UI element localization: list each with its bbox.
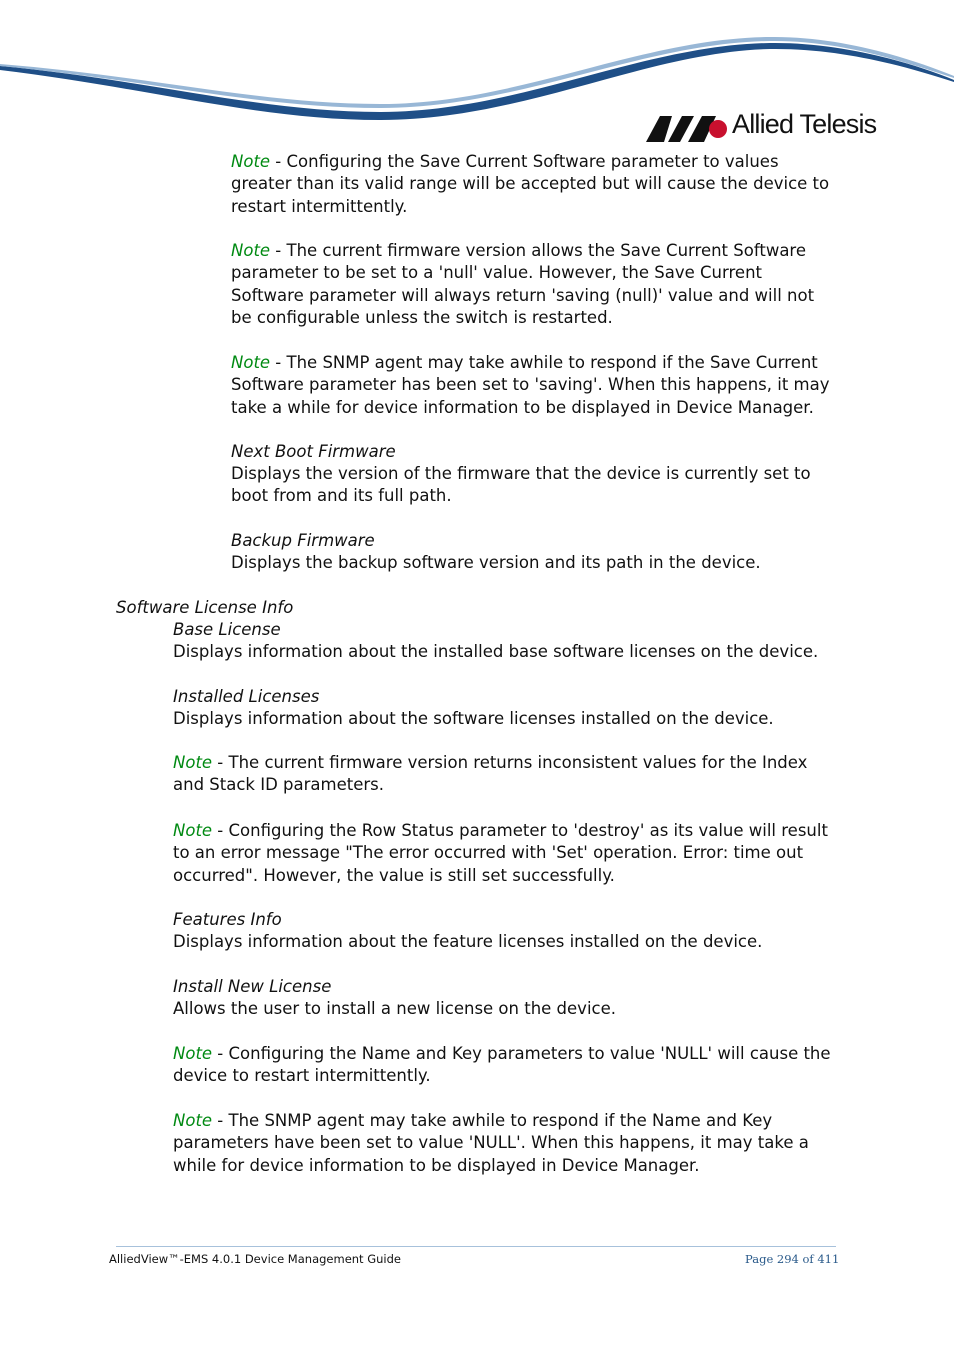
note-name-key-null [173,1043,833,1088]
installed-text: Displays information about the software licenses installed on the device. [173,709,774,728]
note-save-range [231,151,831,218]
note-text: - The current firmware version allows the Save Current Software parameter to be set to a 'null' value. However, the Save Current Software parameter will always return 'saving (null)' value and will not be configurable unless the switch is restarted. [231,241,815,327]
base-license-text: Displays information about the installed base software licenses on the device. [173,642,819,661]
note-label: Note [173,1044,213,1063]
note-label: Note [173,753,213,772]
note-label: Note [173,821,213,840]
note-label: Note [231,152,271,171]
note-label: Note [231,353,271,372]
note-text: - Configuring the Row Status parameter to 'destroy' as its value will result to an error message "The error occurred with 'Set' operation. Error: time out occurred". However, the value is still set successfully. [173,821,828,885]
base-license-heading: Base License [173,620,281,639]
backup-text: Displays the backup software version and its path in the device. [231,553,761,572]
note-text: - The SNMP agent may take awhile to respond if the Name and Key parameters have been set to value 'NULL'. When this happens, it may take a while for device information to be displayed in Device Manager. [173,1111,809,1175]
install-text: Allows the user to install a new license on the device. [173,999,616,1018]
license-section-heading: Software License Info [116,598,294,617]
footer-page-number: Page 294 of 411 [745,1252,840,1266]
logo-mark-icon [646,116,728,142]
next-boot-text: Displays the version of the firmware that the device is currently set to boot from and its full path. [231,464,811,506]
footer-doc-title: AlliedView™-EMS 4.0.1 Device Management Guide [109,1252,401,1266]
next-boot-heading: Next Boot Firmware [231,442,396,461]
note-snmp-saving [231,352,831,419]
footer-divider [116,1246,836,1247]
note-text: - The current firmware version returns inconsistent values for the Index and Stack ID parameters. [173,753,808,795]
note-label: Note [231,241,271,260]
note-null-value [231,240,831,329]
note-text: - The SNMP agent may take awhile to respond if the Save Current Software parameter has been set to 'saving'. When this happens, it may take a while for device information to be displayed in Device Manager. [231,353,830,417]
note-label: Note [173,1111,213,1130]
note-snmp-null [173,1110,833,1177]
install-heading: Install New License [173,977,332,996]
allied-telesis-logo [646,108,906,148]
logo-text: Allied Telesis [732,109,877,139]
note-text: - Configuring the Name and Key parameters to value 'NULL' will cause the device to restart intermittently. [173,1044,831,1086]
note-row-status [173,820,833,887]
installed-heading: Installed Licenses [173,687,320,706]
features-text: Displays information about the feature licenses installed on the device. [173,932,763,951]
features-heading: Features Info [173,910,282,929]
note-index-stack [173,752,833,797]
backup-heading: Backup Firmware [231,531,375,550]
note-text: - Configuring the Save Current Software parameter to values greater than its valid range will be accepted but will cause the device to restart intermittently. [231,152,830,216]
